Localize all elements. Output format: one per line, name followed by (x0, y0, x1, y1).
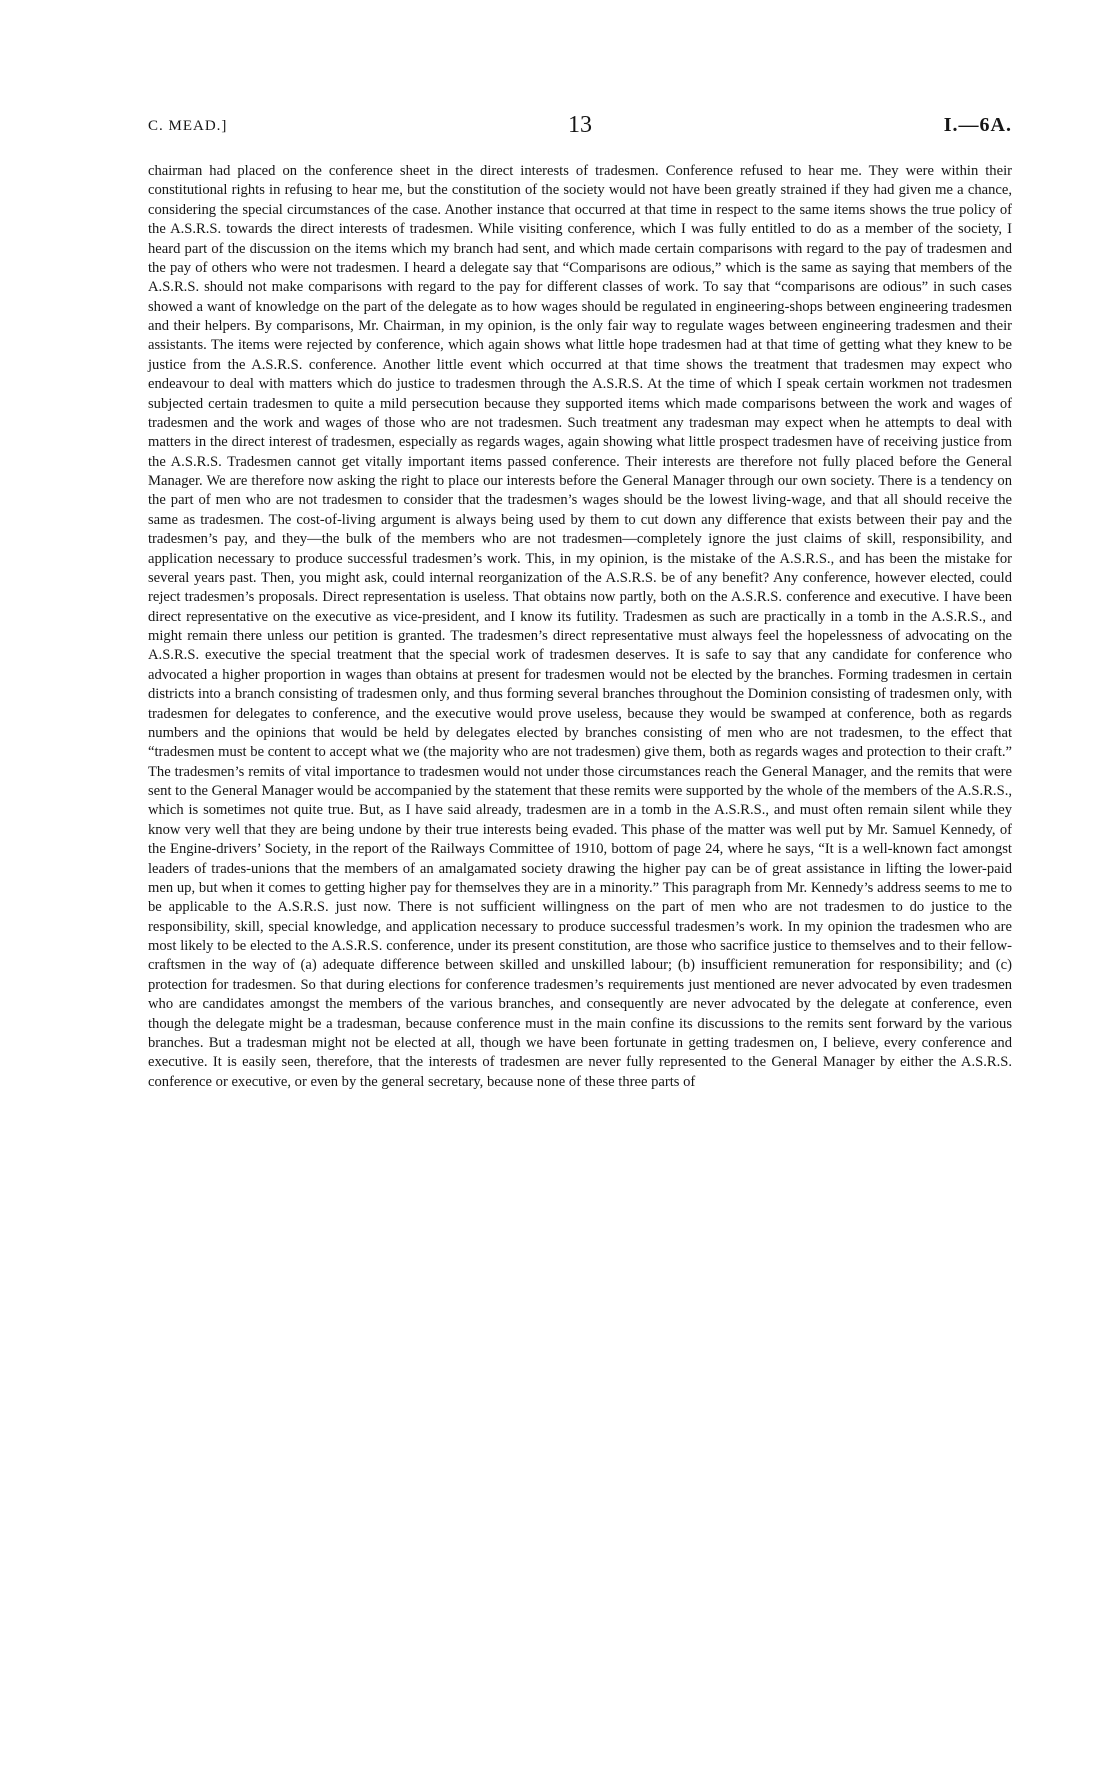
document-reference: I.—6A. (943, 114, 1012, 136)
page-number: 13 (568, 112, 592, 138)
body-paragraph: chairman had placed on the conference sheet in the direct interests of tradesmen. Conference refused to hear me. They were within their constitutional rights in refusing to hear me, but the constitution of the society would not have been greatly strained if they had given me a chance, considering the special circumstances of the case. Another instance that occurred at that time in respect to the same items shows the true policy of the A.S.R.S. towards the direct interests of tradesmen. While visiting conference, which I was fully entitled to do as a member of the society, I heard part of the discussion on the items which my branch had sent, and which made certain comparisons with regard to the pay of tradesmen and the pay of others who were not tradesmen. I heard a delegate say that “Comparisons are odious,” which is the same as saying that members of the A.S.R.S. should not make comparisons with regard to the pay for different classes of work. To say that “comparisons are odious” in such cases showed a want of knowledge on the part of the delegate as to how wages should be regulated in engineering-shops between engineering tradesmen and their helpers. By comparisons, Mr. Chairman, in my opinion, is the only fair way to regulate wages between engineering tradesmen and their assistants. The items were rejected by conference, which again shows what little hope tradesmen had at that time of getting what they knew to be justice from the A.S.R.S. conference. Another little event which occurred at that time shows the treatment that tradesmen may expect who endeavour to deal with matters which do justice to tradesmen through the A.S.R.S. At the time of which I speak certain workmen not tradesmen subjected certain tradesmen to quite a mild persecution because they supported items which made comparisons between the work and wages of tradesmen and the work and wages of those who are not tradesmen. Such treatment any tradesman may expect when he attempts to deal with matters in the direct interest of tradesmen, especially as regards wages, again showing what little prospect tradesmen have of receiving justice from the A.S.R.S. Tradesmen cannot get vitally important items passed conference. Their interests are therefore not fully placed before the General Manager. We are therefore now asking the right to place our interests before the General Manager through our own society. There is a tendency on the part of men who are not tradesmen to consider that the tradesmen’s wages should be the lowest living-wage, and that all should receive the same as tradesmen. The cost-of-living argument is always being used by them to cut down any difference that exists between their pay and the tradesmen’s pay, and they—the bulk of the members who are not tradesmen—completely ignore the just claims of skill, responsibility, and application necessary to produce successful tradesmen’s work. This, in my opinion, is the mistake of the A.S.R.S., and has been the mistake for several years past. Then, you might ask, could internal reorganization of the A.S.R.S. be of any benefit? Any conference, however elected, could reject tradesmen’s proposals. Direct representation is useless. That obtains now partly, both on the A.S.R.S. conference and executive. I have been direct representative on the executive as vice-president, and I know its futility. Tradesmen as such are practically in a tomb in the A.S.R.S., and might remain there unless our petition is granted. The tradesmen’s direct representative must always feel the hopelessness of advocating on the A.S.R.S. executive the special treatment that the special work of tradesmen deserves. It is safe to say that any candidate for conference who advocated a higher proportion in wages than obtains at present for tradesmen would not be elected by the branches. Forming tradesmen in certain districts into a branch consisting of tradesmen only, and thus forming several branches throughout the Dominion consisting of tradesmen only, with tradesmen for delegates to conference, and the executive would prove useless, because they would be swamped at conference, both as regards numbers and the opinions that would be held by delegates elected by branches consisting of men who are not tradesmen, to the effect that “tradesmen must be content to accept what we (the majority who are not tradesmen) give them, both as regards wages and protection to their craft.” The tradesmen’s remits of vital importance to tradesmen would not under those circumstances reach the General Manager, and the remits that were sent to the General Manager would be accompanied by the statement that these remits were supported by the whole of the members of the A.S.R.S., which is sometimes not quite true. But, as I have said already, tradesmen are in a tomb in the A.S.R.S., and must often remain silent while they know very well that they are being undone by their true interests being evaded. This phase of the matter was well put by Mr. Samuel Kennedy, of the Engine-drivers’ Society, in the report of the Railways Committee of 1910, bottom of page 24, where he says, “It is a well-known fact amongst leaders of trades-unions that the members of an amalgamated society drawing the higher pay can be of great assistance in lifting the lower-paid men up, but when it comes to getting higher pay for themselves they are in a minority.” This paragraph from Mr. Kennedy’s address seems to me to be applicable to the A.S.R.S. just now. There is not sufficient willingness on the part of men who are not tradesmen to do justice to the responsibility, skill, special knowledge, and application necessary to produce successful tradesmen’s work. In my opinion the tradesmen who are most likely to be elected to the A.S.R.S. conference, under its present constitution, are those who sacrifice justice to themselves and to their fellow-craftsmen in the way of (a) adequate difference between skilled and unskilled labour; (b) insufficient remuneration for responsibility; and (c) protection for tradesmen. So that during elections for conference tradesmen’s requirements just mentioned are never advocated by even tradesmen who are candidates amongst the members of the various branches, and consequently are never advocated by the delegate at conference, even though the delegate might be a tradesman, because conference must in the main confine its discussions to the remits sent forward by the various branches. But a tradesman might not be elected at all, though we have been fortunate in getting tradesmen on, I believe, every conference and executive. It is easily seen, therefore, that the interests of tradesmen are never fully represented to the General Manager by either the A.S.R.S. conference or executive, or even by the general secretary, because none of these three parts of (148, 163, 1012, 1090)
speaker-name: C. MEAD.] (148, 118, 228, 134)
running-head (148, 112, 1012, 144)
